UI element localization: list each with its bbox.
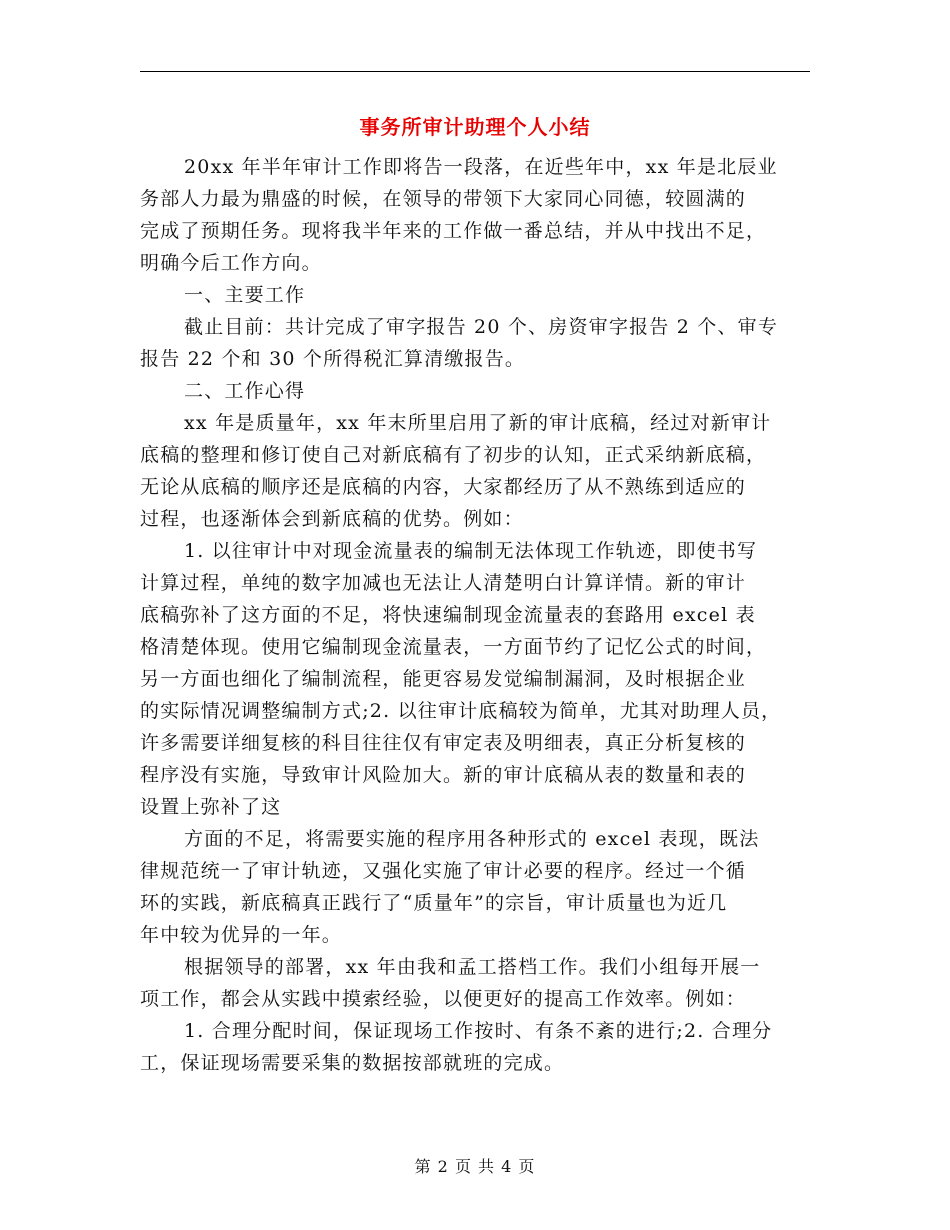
body-text-line: 1. 合理分配时间，保证现场工作按时、有条不紊的进行;2. 合理分 <box>184 1020 773 1042</box>
body-text-line: 律规范统一了审计轨迹，又强化实施了审计必要的程序。经过一个循 <box>140 860 747 882</box>
body-text-line: 计算过程，单纯的数字加减也无法让人清楚明白计算详情。新的审计 <box>140 572 747 594</box>
body-text-line: 20xx 年半年审计工作即将告一段落，在近些年中，xx 年是北辰业 <box>184 156 778 178</box>
body-text-line: 项工作，都会从实践中摸索经验，以便更好的提高工作效率。例如： <box>140 988 747 1010</box>
page-number-footer: 第 2 页 共 4 页 <box>414 1157 536 1176</box>
body-text-line: 格清楚体现。使用它编制现金流量表，一方面节约了记忆公式的时间， <box>140 636 767 658</box>
body-text-line: 设置上弥补了这 <box>140 796 282 818</box>
body-text-line: 完成了预期任务。现将我半年来的工作做一番总结，并从中找出不足， <box>140 220 767 242</box>
body-text-line: 方面的不足，将需要实施的程序用各种形式的 excel 表现，既法 <box>184 828 760 850</box>
body-text-line: 的实际情况调整编制方式;2. 以往审计底稿较为简单，尤其对助理人员， <box>140 700 782 722</box>
body-text-line: 工，保证现场需要采集的数据按部就班的完成。 <box>140 1052 565 1074</box>
body-text-line: 1. 以往审计中对现金流量表的编制无法体现工作轨迹，即使书写 <box>184 540 758 562</box>
body-text-line: 二、工作心得 <box>184 380 306 402</box>
document-title: 事务所审计助理个人小结 <box>359 115 591 139</box>
body-text-line: 底稿的整理和修订使自己对新底稿有了初步的认知，正式采纳新底稿， <box>140 444 767 466</box>
body-text-line: 根据领导的部署，xx 年由我和孟工搭档工作。我们小组每开展一 <box>184 956 761 978</box>
document-body <box>140 151 810 1079</box>
body-text-line: 过程，也逐渐体会到新底稿的优势。例如： <box>140 508 524 530</box>
body-text-line: 年中较为优异的一年。 <box>140 924 343 946</box>
header-rule <box>140 71 810 72</box>
body-text-line: 截止目前：共计完成了审字报告 20 个、房资审字报告 2 个、审专 <box>184 316 779 338</box>
body-text-line: 报告 22 个和 30 个所得税汇算清缴报告。 <box>140 348 526 370</box>
body-text-line: 底稿弥补了这方面的不足，将快速编制现金流量表的套路用 excel 表 <box>140 604 756 626</box>
body-text-line: 程序没有实施，导致审计风险加大。新的审计底稿从表的数量和表的 <box>140 764 747 786</box>
body-text-line: 务部人力最为鼎盛的时候，在领导的带领下大家同心同德，较圆满的 <box>140 188 747 210</box>
body-text-line: 另一方面也细化了编制流程，能更容易发觉编制漏洞，及时根据企业 <box>140 668 747 690</box>
body-text-line: 许多需要详细复核的科目往往仅有审定表及明细表，真正分析复核的 <box>140 732 747 754</box>
body-text-line: xx 年是质量年，xx 年末所里启用了新的审计底稿，经过对新审计 <box>184 412 772 434</box>
body-text-line: 环的实践，新底稿真正践行了“质量年”的宗旨，审计质量也为近几 <box>140 892 728 914</box>
body-text-line: 无论从底稿的顺序还是底稿的内容，大家都经历了从不熟练到适应的 <box>140 476 747 498</box>
body-text-line: 明确今后工作方向。 <box>140 252 322 274</box>
body-text-line: 一、主要工作 <box>184 284 306 306</box>
